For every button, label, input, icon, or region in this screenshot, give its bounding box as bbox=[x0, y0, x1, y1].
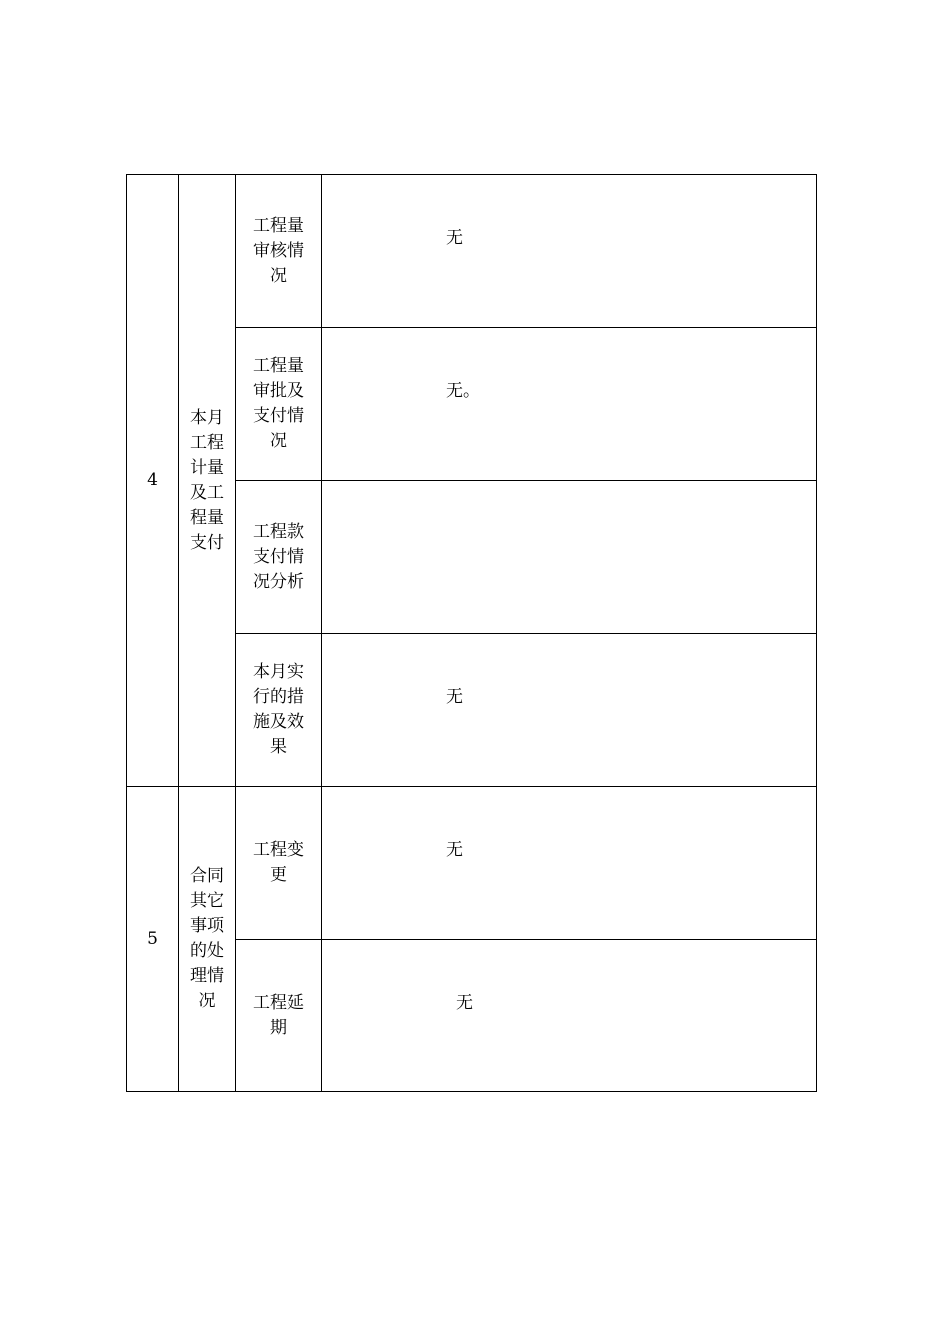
item-label bbox=[236, 481, 322, 634]
section-number: 4 bbox=[127, 175, 179, 787]
section-category-text: 本月工程计量及工程量支付 bbox=[190, 407, 224, 553]
item-label-text: 本月实行的措施及效果 bbox=[253, 662, 304, 757]
item-value: 无 bbox=[456, 993, 473, 1013]
section-category bbox=[179, 175, 236, 787]
item-label-text: 工程变更 bbox=[253, 840, 304, 885]
table-row bbox=[127, 175, 817, 328]
item-value: 无。 bbox=[446, 381, 480, 401]
item-label-text: 工程款支付情况分析 bbox=[253, 521, 304, 592]
section-category-text: 合同其它事项的处理情况 bbox=[190, 866, 224, 1011]
item-value: 无 bbox=[446, 687, 463, 707]
item-label bbox=[236, 940, 322, 1092]
item-value: 无 bbox=[446, 840, 463, 860]
section-number: 5 bbox=[127, 787, 179, 1092]
item-content bbox=[322, 940, 817, 1092]
item-content bbox=[322, 328, 817, 481]
item-label bbox=[236, 328, 322, 481]
item-content bbox=[322, 175, 817, 328]
report-table bbox=[126, 174, 817, 1092]
table-row bbox=[127, 787, 817, 940]
item-label bbox=[236, 634, 322, 787]
item-label bbox=[236, 787, 322, 940]
item-content bbox=[322, 787, 817, 940]
item-value: 无 bbox=[446, 228, 463, 248]
item-label bbox=[236, 175, 322, 328]
item-label-text: 工程量审批及支付情况 bbox=[253, 356, 304, 451]
item-content bbox=[322, 634, 817, 787]
item-label-text: 工程延期 bbox=[253, 992, 304, 1038]
item-content bbox=[322, 481, 817, 634]
item-label-text: 工程量审核情况 bbox=[253, 215, 304, 286]
section-category bbox=[179, 787, 236, 1092]
